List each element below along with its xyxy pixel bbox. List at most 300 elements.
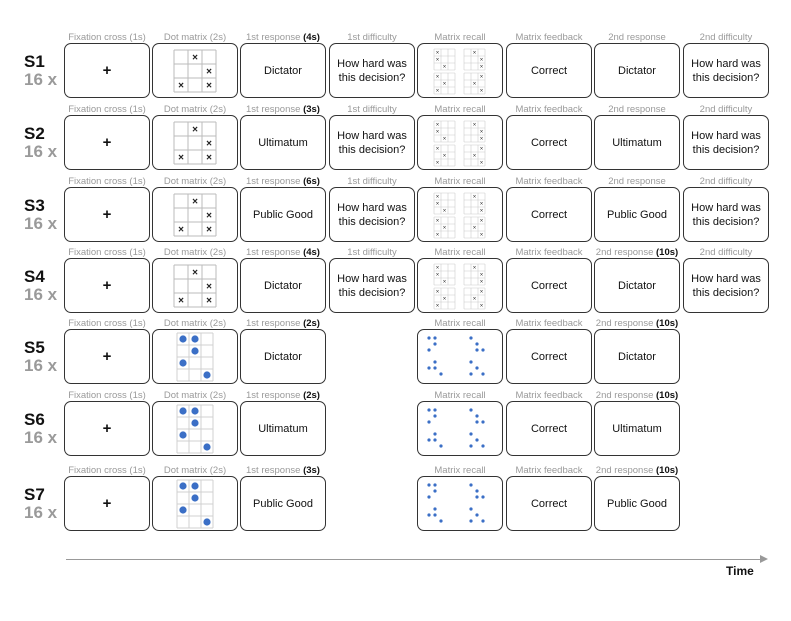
phase-header — [416, 247, 504, 258]
x-mark-icon: × — [479, 88, 484, 94]
screen-text: Correct — [530, 64, 568, 77]
x-mark-icon: × — [479, 279, 484, 285]
phase-header-label: Dot matrix (2s) — [163, 176, 227, 187]
phase-screen — [64, 329, 150, 384]
x-mark-icon: × — [206, 80, 212, 91]
phase-header — [239, 390, 327, 401]
phase-header — [239, 465, 327, 476]
phase-screen — [152, 401, 238, 456]
session-id: S6 — [24, 410, 45, 429]
phase-header — [416, 465, 504, 476]
session-row — [0, 104, 791, 176]
screen-text: Correct — [530, 136, 568, 149]
x-mark-icon: × — [206, 281, 212, 292]
blue-dot-icon — [439, 519, 442, 522]
phase-header-label: Matrix recall — [434, 465, 486, 476]
repeat-count: 16 x — [24, 503, 58, 522]
blue-dot-icon — [481, 519, 484, 522]
phase-header-label: 1st response — [246, 465, 304, 476]
x-mark-icon: × — [442, 136, 447, 142]
blue-dot-icon — [191, 419, 198, 426]
phase-screen — [240, 476, 326, 531]
screen-text: How hard was this decision? — [691, 57, 761, 84]
phase-duration: (6s) — [303, 176, 320, 187]
phase-screen — [64, 187, 150, 242]
x-matrix-grid — [170, 264, 220, 308]
x-mark-icon: × — [435, 218, 440, 224]
phase-screen — [64, 43, 150, 98]
x-mark-icon: × — [206, 152, 212, 163]
screen-text: Dictator — [618, 350, 656, 363]
screen-text: Dictator — [618, 64, 656, 77]
phase-header — [593, 247, 681, 258]
dot-recall-grids — [422, 405, 498, 453]
x-mark-icon: × — [479, 57, 484, 63]
phase-screen — [152, 476, 238, 531]
x-mark-icon: × — [479, 232, 484, 238]
phase-screen — [506, 329, 592, 384]
x-mark-icon: × — [479, 129, 484, 135]
blue-dot-icon — [475, 495, 478, 498]
phase-header-label: 1st response — [246, 32, 304, 43]
x-mark-icon: × — [479, 74, 484, 80]
repeat-count: 16 x — [24, 70, 58, 89]
phase-screen — [240, 329, 326, 384]
phase-screen — [683, 115, 769, 170]
phase-header-label: 1st difficulty — [347, 247, 397, 258]
repeat-count: 16 x — [24, 142, 58, 161]
x-mark-icon: × — [206, 295, 212, 306]
phase-header — [593, 104, 681, 115]
phase-header — [239, 32, 327, 43]
screen-text: Dictator — [264, 350, 302, 363]
blue-dot-icon — [179, 359, 186, 366]
x-mark-icon: × — [472, 50, 477, 56]
x-recall-grids — [430, 191, 490, 239]
x-mark-icon: × — [435, 57, 440, 63]
x-mark-icon: × — [435, 232, 440, 238]
phase-screen — [240, 187, 326, 242]
fixation-cross: + — [102, 276, 112, 294]
phase-screen — [240, 43, 326, 98]
phase-header — [505, 104, 593, 115]
blue-dot-icon — [433, 336, 436, 339]
phase-screen — [152, 115, 238, 170]
x-mark-icon: × — [442, 208, 447, 214]
phase-header — [505, 32, 593, 43]
phase-header-label: Dot matrix (2s) — [163, 32, 227, 43]
session-row — [0, 465, 791, 537]
phase-header-label: Matrix feedback — [515, 318, 583, 329]
session-row — [0, 176, 791, 248]
x-recall-grids — [430, 262, 490, 310]
x-mark-icon: × — [206, 210, 212, 221]
screen-text: Correct — [530, 497, 568, 510]
x-mark-icon: × — [435, 50, 440, 56]
phase-screen — [506, 187, 592, 242]
fixation-cross: + — [102, 347, 112, 365]
phase-header — [63, 104, 151, 115]
phase-header — [416, 104, 504, 115]
blue-dot-icon — [427, 495, 430, 498]
x-mark-icon: × — [435, 201, 440, 207]
phase-header — [505, 318, 593, 329]
phase-header-label: 2nd response — [608, 32, 666, 43]
phase-header — [151, 465, 239, 476]
phase-header — [151, 104, 239, 115]
x-mark-icon: × — [178, 224, 184, 235]
blue-dot-icon — [469, 336, 472, 339]
blue-dot-icon — [433, 366, 436, 369]
x-mark-icon: × — [192, 124, 198, 135]
phase-header-label: Matrix feedback — [515, 32, 583, 43]
fixation-cross: + — [102, 61, 112, 79]
phase-duration: (4s) — [303, 247, 320, 258]
phase-header-label: Matrix feedback — [515, 390, 583, 401]
phase-screen — [506, 401, 592, 456]
phase-header-label: 2nd response — [608, 104, 666, 115]
x-mark-icon: × — [178, 295, 184, 306]
phase-header — [682, 32, 770, 43]
phase-header — [63, 32, 151, 43]
x-mark-icon: × — [435, 129, 440, 135]
phase-header — [682, 104, 770, 115]
phase-duration: (10s) — [656, 465, 679, 476]
phase-screen — [417, 329, 503, 384]
blue-dot-icon — [469, 432, 472, 435]
x-matrix-grid — [170, 121, 220, 165]
blue-dot-icon — [203, 518, 210, 525]
time-arrow-icon — [760, 555, 768, 563]
phase-header-label: Matrix recall — [434, 176, 486, 187]
x-mark-icon: × — [472, 265, 477, 271]
phase-screen — [152, 187, 238, 242]
blue-dot-icon — [439, 444, 442, 447]
x-mark-icon: × — [435, 74, 440, 80]
dot-recall-grids — [422, 333, 498, 381]
blue-dot-icon — [469, 408, 472, 411]
repeat-count: 16 x — [24, 285, 58, 304]
blue-dot-icon — [481, 372, 484, 375]
blue-dot-icon — [469, 483, 472, 486]
blue-dot-icon — [203, 443, 210, 450]
phase-header-label: Fixation cross (1s) — [68, 32, 146, 43]
x-matrix-grid — [170, 49, 220, 93]
phase-screen — [417, 115, 503, 170]
phase-duration: (3s) — [303, 104, 320, 115]
phase-screen — [683, 258, 769, 313]
x-mark-icon: × — [442, 225, 447, 231]
phase-header — [505, 176, 593, 187]
blue-dot-icon — [427, 366, 430, 369]
phase-header — [239, 176, 327, 187]
x-mark-icon: × — [442, 81, 447, 87]
phase-header — [151, 176, 239, 187]
phase-header — [505, 465, 593, 476]
screen-text: Public Good — [253, 497, 313, 510]
screen-text: Ultimatum — [612, 422, 662, 435]
phase-screen — [417, 401, 503, 456]
phase-header-label: 1st difficulty — [347, 176, 397, 187]
repeat-count: 16 x — [24, 214, 58, 233]
phase-screen — [594, 258, 680, 313]
blue-dot-icon — [433, 507, 436, 510]
x-mark-icon: × — [206, 66, 212, 77]
blue-dot-icon — [433, 360, 436, 363]
x-mark-icon: × — [192, 267, 198, 278]
phase-header — [328, 247, 416, 258]
blue-dot-icon — [433, 489, 436, 492]
phase-header — [593, 465, 681, 476]
x-mark-icon: × — [192, 196, 198, 207]
dot-recall-grids — [422, 480, 498, 528]
phase-header-label: 1st difficulty — [347, 32, 397, 43]
screen-text: Correct — [530, 279, 568, 292]
phase-screen — [506, 115, 592, 170]
x-mark-icon: × — [206, 138, 212, 149]
phase-header-label: 1st difficulty — [347, 104, 397, 115]
x-mark-icon: × — [435, 303, 440, 309]
phase-duration: (2s) — [303, 390, 320, 401]
blue-dot-icon — [191, 482, 198, 489]
x-mark-icon: × — [192, 52, 198, 63]
phase-header-label: 2nd difficulty — [699, 104, 753, 115]
x-mark-icon: × — [178, 80, 184, 91]
phase-header-label: Matrix recall — [434, 390, 486, 401]
phase-header-label: 1st response — [246, 104, 304, 115]
blue-dot-icon — [469, 507, 472, 510]
session-id: S4 — [24, 267, 45, 286]
phase-header — [505, 390, 593, 401]
x-mark-icon: × — [479, 160, 484, 166]
phase-header — [328, 32, 416, 43]
phase-screen — [329, 43, 415, 98]
phase-screen — [240, 258, 326, 313]
blue-dot-icon — [179, 335, 186, 342]
phase-header — [682, 176, 770, 187]
blue-dot-icon — [475, 342, 478, 345]
phase-header — [239, 104, 327, 115]
screen-text: Dictator — [264, 64, 302, 77]
phase-header — [151, 247, 239, 258]
phase-screen — [417, 187, 503, 242]
screen-text: How hard was this decision? — [337, 129, 407, 156]
phase-header — [63, 176, 151, 187]
phase-screen — [594, 115, 680, 170]
fixation-cross: + — [102, 419, 112, 437]
screen-text: Ultimatum — [258, 136, 308, 149]
phase-header-label: 2nd response — [595, 318, 657, 329]
phase-header-label: 2nd response — [608, 176, 666, 187]
phase-screen — [329, 258, 415, 313]
x-mark-icon: × — [472, 153, 477, 159]
blue-dot-icon — [469, 360, 472, 363]
screen-text: How hard was this decision? — [337, 272, 407, 299]
phase-header-label: Matrix recall — [434, 104, 486, 115]
session-id: S5 — [24, 338, 45, 357]
phase-screen — [329, 115, 415, 170]
phase-header-label: 2nd difficulty — [699, 32, 753, 43]
fixation-cross: + — [102, 205, 112, 223]
x-mark-icon: × — [435, 289, 440, 295]
blue-dot-icon — [469, 519, 472, 522]
x-mark-icon: × — [472, 81, 477, 87]
phase-header-label: 2nd difficulty — [699, 247, 753, 258]
blue-dot-icon — [191, 335, 198, 342]
x-mark-icon: × — [206, 224, 212, 235]
dot-matrix-grid — [168, 404, 222, 454]
screen-text: Public Good — [253, 208, 313, 221]
phase-header-label: Dot matrix (2s) — [163, 104, 227, 115]
phase-header-label: Dot matrix (2s) — [163, 390, 227, 401]
blue-dot-icon — [427, 438, 430, 441]
x-mark-icon: × — [479, 272, 484, 278]
time-axis — [66, 559, 763, 560]
dot-matrix-grid — [168, 479, 222, 529]
x-mark-icon: × — [442, 296, 447, 302]
blue-dot-icon — [469, 372, 472, 375]
phase-header-label: Matrix feedback — [515, 104, 583, 115]
screen-text: Ultimatum — [612, 136, 662, 149]
phase-header — [416, 318, 504, 329]
phase-header-label: Dot matrix (2s) — [163, 318, 227, 329]
phase-header — [416, 32, 504, 43]
phase-duration: (2s) — [303, 318, 320, 329]
session-row — [0, 390, 791, 462]
x-mark-icon: × — [472, 194, 477, 200]
phase-screen — [152, 43, 238, 98]
screen-text: How hard was this decision? — [691, 201, 761, 228]
x-mark-icon: × — [442, 279, 447, 285]
x-mark-icon: × — [435, 160, 440, 166]
screen-text: Public Good — [607, 208, 667, 221]
blue-dot-icon — [427, 513, 430, 516]
blue-dot-icon — [427, 483, 430, 486]
time-label: Time — [726, 564, 754, 578]
x-mark-icon: × — [442, 153, 447, 159]
screen-text: How hard was this decision? — [691, 272, 761, 299]
blue-dot-icon — [475, 489, 478, 492]
phase-header-label: 1st response — [246, 247, 304, 258]
session-id: S3 — [24, 196, 45, 215]
x-mark-icon: × — [479, 208, 484, 214]
phase-header — [682, 247, 770, 258]
blue-dot-icon — [481, 420, 484, 423]
phase-screen — [64, 115, 150, 170]
session-id: S2 — [24, 124, 45, 143]
phase-screen — [152, 258, 238, 313]
screen-text: Dictator — [264, 279, 302, 292]
phase-header — [63, 465, 151, 476]
phase-duration: (4s) — [303, 32, 320, 43]
blue-dot-icon — [439, 372, 442, 375]
phase-header-label: Fixation cross (1s) — [68, 390, 146, 401]
phase-header — [151, 390, 239, 401]
blue-dot-icon — [469, 444, 472, 447]
x-mark-icon: × — [479, 146, 484, 152]
screen-text: Ultimatum — [258, 422, 308, 435]
phase-screen — [417, 43, 503, 98]
x-mark-icon: × — [479, 64, 484, 70]
blue-dot-icon — [433, 414, 436, 417]
blue-dot-icon — [191, 347, 198, 354]
phase-screen — [64, 476, 150, 531]
phase-header-label: 1st response — [246, 318, 304, 329]
phase-screen — [329, 187, 415, 242]
x-mark-icon: × — [435, 265, 440, 271]
repeat-count: 16 x — [24, 428, 58, 447]
screen-text: Correct — [530, 208, 568, 221]
x-mark-icon: × — [479, 218, 484, 224]
fixation-cross: + — [102, 494, 112, 512]
phase-screen — [506, 43, 592, 98]
blue-dot-icon — [475, 420, 478, 423]
phase-header-label: 1st response — [246, 390, 304, 401]
phase-header — [593, 390, 681, 401]
x-mark-icon: × — [479, 136, 484, 142]
blue-dot-icon — [481, 495, 484, 498]
phase-screen — [594, 329, 680, 384]
phase-screen — [594, 187, 680, 242]
phase-header — [505, 247, 593, 258]
phase-header-label: Matrix recall — [434, 247, 486, 258]
phase-header-label: Matrix feedback — [515, 465, 583, 476]
phase-header — [151, 32, 239, 43]
phase-header-label: Fixation cross (1s) — [68, 176, 146, 187]
session-id: S7 — [24, 485, 45, 504]
x-mark-icon: × — [479, 289, 484, 295]
x-mark-icon: × — [435, 272, 440, 278]
blue-dot-icon — [475, 366, 478, 369]
blue-dot-icon — [179, 482, 186, 489]
phase-header — [593, 176, 681, 187]
blue-dot-icon — [427, 348, 430, 351]
blue-dot-icon — [191, 494, 198, 501]
session-row — [0, 247, 791, 319]
x-mark-icon: × — [472, 225, 477, 231]
phase-header-label: Fixation cross (1s) — [68, 247, 146, 258]
blue-dot-icon — [481, 444, 484, 447]
x-recall-grids — [430, 119, 490, 167]
phase-screen — [64, 401, 150, 456]
phase-header-label: Fixation cross (1s) — [68, 318, 146, 329]
x-mark-icon: × — [435, 122, 440, 128]
phase-header-label: 2nd difficulty — [699, 176, 753, 187]
phase-header-label: 2nd response — [595, 247, 657, 258]
phase-screen — [417, 258, 503, 313]
phase-screen — [240, 115, 326, 170]
x-matrix-grid — [170, 193, 220, 237]
blue-dot-icon — [427, 420, 430, 423]
phase-screen — [64, 258, 150, 313]
x-mark-icon: × — [479, 201, 484, 207]
blue-dot-icon — [427, 336, 430, 339]
phase-header-label: Matrix recall — [434, 318, 486, 329]
phase-header — [151, 318, 239, 329]
screen-text: Public Good — [607, 497, 667, 510]
x-mark-icon: × — [435, 194, 440, 200]
phase-header-label: Fixation cross (1s) — [68, 465, 146, 476]
phase-header — [63, 318, 151, 329]
phase-screen — [594, 476, 680, 531]
session-row — [0, 32, 791, 104]
phase-screen — [683, 43, 769, 98]
phase-header — [416, 390, 504, 401]
phase-header-label: Dot matrix (2s) — [163, 465, 227, 476]
phase-screen — [683, 187, 769, 242]
blue-dot-icon — [475, 414, 478, 417]
phase-screen — [417, 476, 503, 531]
